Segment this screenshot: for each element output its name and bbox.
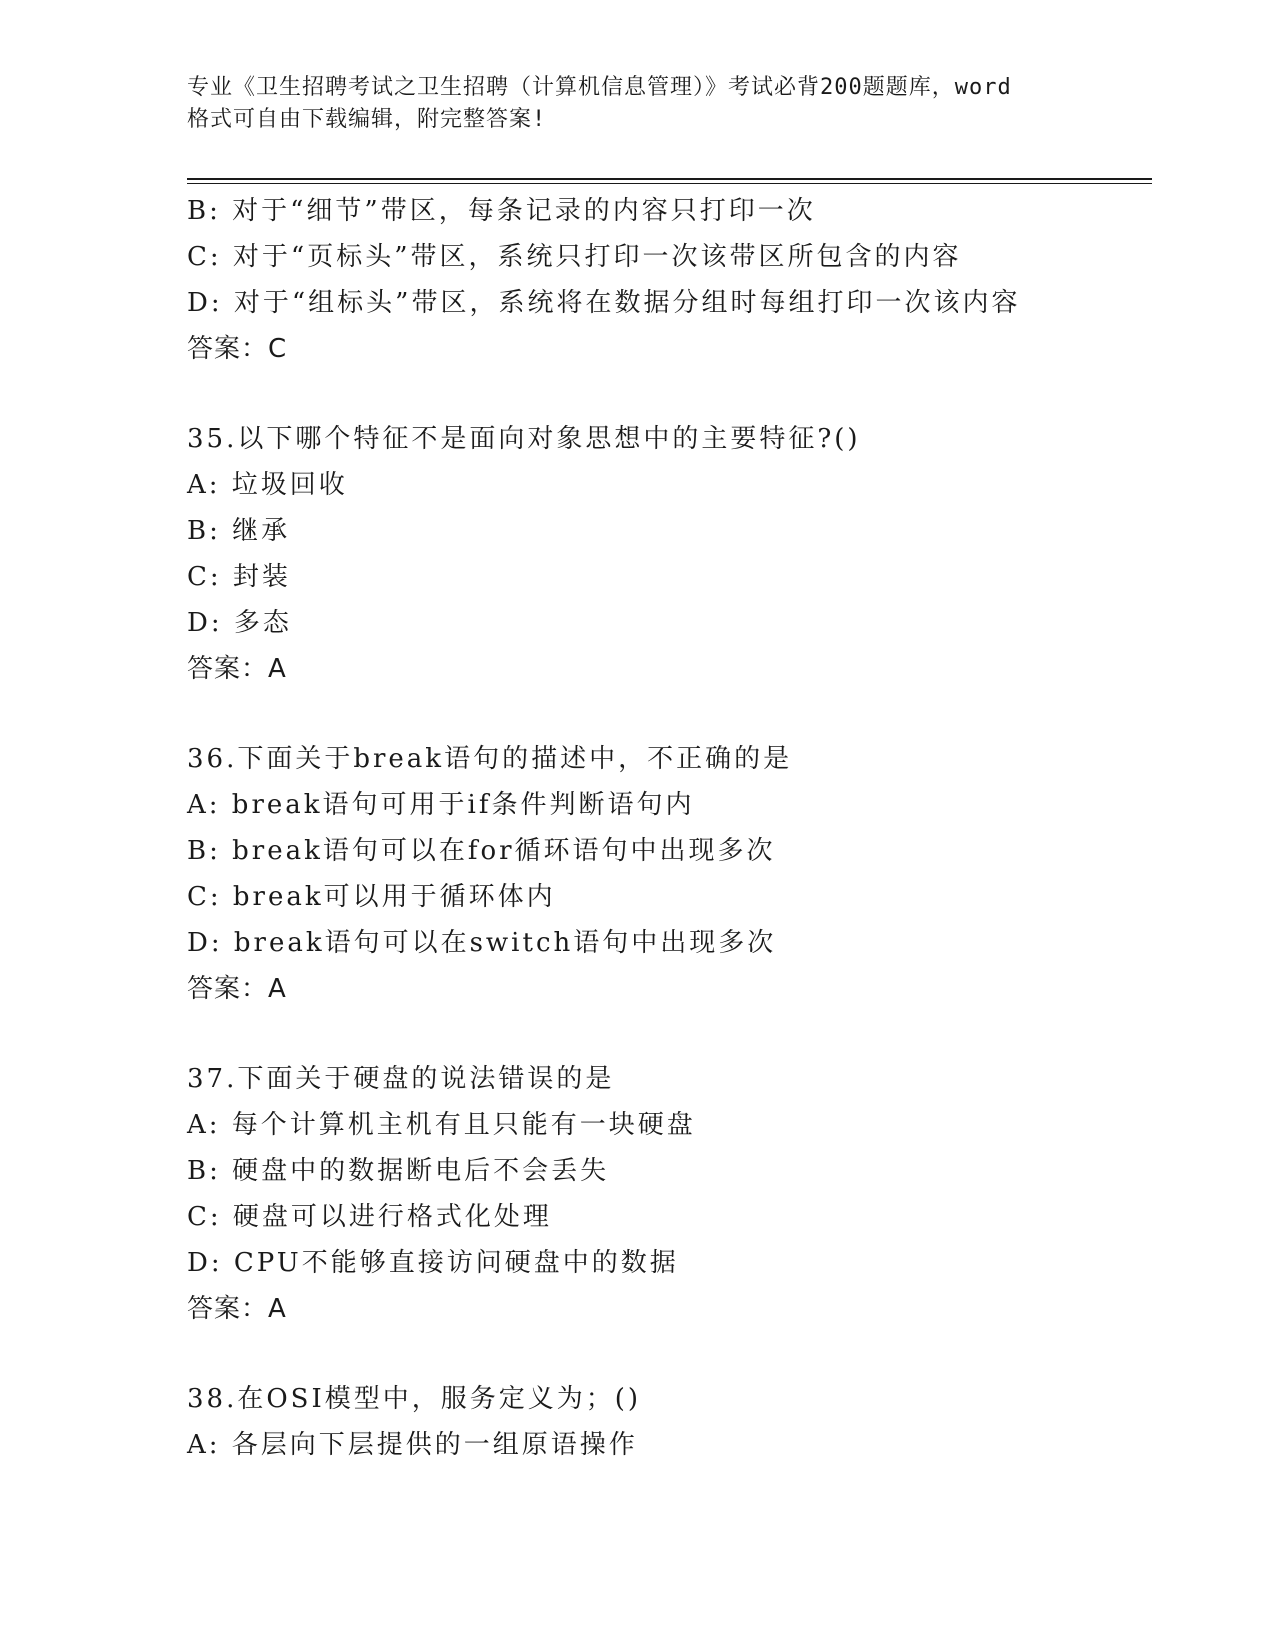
question-item [187,1376,1147,1468]
question-list [187,188,1147,1468]
option-line: D: break语句可以在switch语句中出现多次 [187,928,777,958]
option-line: A: 垃圾回收 [187,470,348,500]
question-item [187,1056,1147,1332]
question-item [187,416,1147,692]
option-line: B: 继承 [187,516,291,546]
header-title-line-1: 专业《卫生招聘考试之卫生招聘（计算机信息管理）》考试必背200题题库，word [187,75,1012,100]
question-spacer [187,1012,1147,1056]
answer-line: 答案：A [187,1294,287,1324]
question-spacer [187,372,1147,416]
question-item [187,736,1147,1012]
question-stem: 35.以下哪个特征不是面向对象思想中的主要特征?() [187,424,861,454]
option-line: A: 每个计算机主机有且只能有一块硬盘 [187,1110,696,1140]
option-line: C: break可以用于循环体内 [187,882,556,912]
question-stem: 37.下面关于硬盘的说法错误的是 [187,1064,615,1094]
option-line: C: 对于“页标头”带区，系统只打印一次该带区所包含的内容 [187,242,962,272]
option-line: C: 封装 [187,562,291,592]
answer-line: 答案：C [187,334,288,364]
option-line: A: 各层向下层提供的一组原语操作 [187,1430,638,1460]
header-divider-thick [187,178,1152,180]
question-continuation [187,188,1147,372]
option-line: D: 多态 [187,608,292,638]
option-line: B: 对于“细节”带区，每条记录的内容只打印一次 [187,196,816,226]
question-stem: 36.下面关于break语句的描述中，不正确的是 [187,744,793,774]
header-title-line-2: 格式可自由下载编辑，附完整答案! [187,107,547,132]
option-line: B: break语句可以在for循环语句中出现多次 [187,836,776,866]
answer-line: 答案：A [187,654,287,684]
question-stem: 38.在OSI模型中，服务定义为；() [187,1384,642,1414]
document-header [187,72,1087,136]
option-line: B: 硬盘中的数据断电后不会丢失 [187,1156,610,1186]
option-line: D: CPU不能够直接访问硬盘中的数据 [187,1248,679,1278]
option-line: C: 硬盘可以进行格式化处理 [187,1202,552,1232]
question-spacer [187,1332,1147,1376]
header-divider-thin [187,183,1152,184]
answer-line: 答案：A [187,974,287,1004]
option-line: A: break语句可用于if条件判断语句内 [187,790,695,820]
question-spacer [187,692,1147,736]
option-line: D: 对于“组标头”带区，系统将在数据分组时每组打印一次该内容 [187,288,1021,318]
